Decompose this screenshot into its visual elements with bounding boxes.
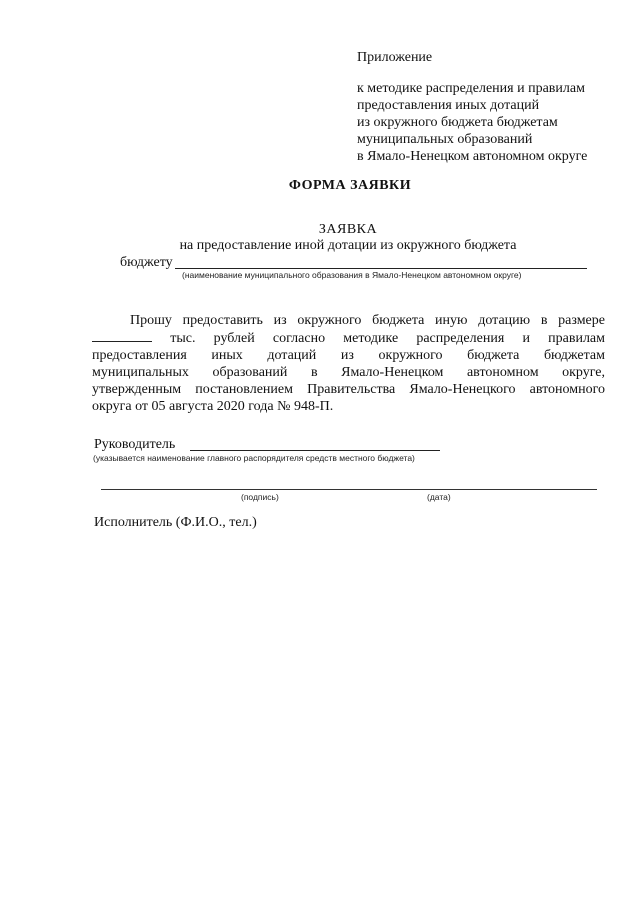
budget-label: бюджету	[120, 255, 173, 270]
amount-field[interactable]	[92, 329, 152, 342]
paragraph-line: тыс. рублей согласно методике распределения и правилам	[92, 329, 605, 347]
appendix-line: муниципальных образований	[357, 132, 533, 147]
appendix-line: из окружного бюджета бюджетам	[357, 115, 558, 130]
budget-caption: (наименование муниципального образования в Ямало-Ненецком автономном округе)	[182, 270, 522, 280]
paragraph-line: Прошу предоставить из окружного бюджета иную дотацию в размере	[130, 313, 605, 328]
paragraph-line: предоставления иных дотаций из окружного бюджета бюджетам	[92, 348, 605, 363]
head-caption: (указывается наименование главного распорядителя средств местного бюджета)	[93, 453, 415, 463]
head-label: Руководитель	[94, 437, 176, 452]
executor-label: Исполнитель (Ф.И.О., тел.)	[94, 515, 257, 530]
paragraph-line: муниципальных образований в Ямало-Ненецком автономном округе,	[92, 365, 605, 380]
budget-name-field[interactable]	[175, 268, 587, 269]
appendix-line: предоставления иных дотаций	[357, 98, 540, 113]
paragraph-line: утвержденным постановлением Правительства Ямало-Ненецкого автономного	[92, 382, 605, 397]
signature-line[interactable]	[101, 489, 597, 490]
appendix-title: Приложение	[357, 50, 433, 65]
head-name-field[interactable]	[190, 450, 440, 451]
appendix-description	[357, 80, 587, 165]
paragraph-line: округа от 05 августа 2020 года № 948-П.	[92, 399, 334, 414]
application-heading: ЗАЯВКА	[318, 222, 378, 237]
appendix-line: в Ямало-Ненецком автономном округе	[357, 149, 588, 164]
form-title: ФОРМА ЗАЯВКИ	[288, 178, 412, 193]
signature-caption: (подпись)	[241, 492, 279, 502]
appendix-line: к методике распределения и правилам	[357, 81, 585, 96]
request-paragraph	[92, 312, 605, 415]
date-caption: (дата)	[427, 492, 451, 502]
application-subheading: на предоставление иной дотации из окружного бюджета	[179, 238, 517, 253]
